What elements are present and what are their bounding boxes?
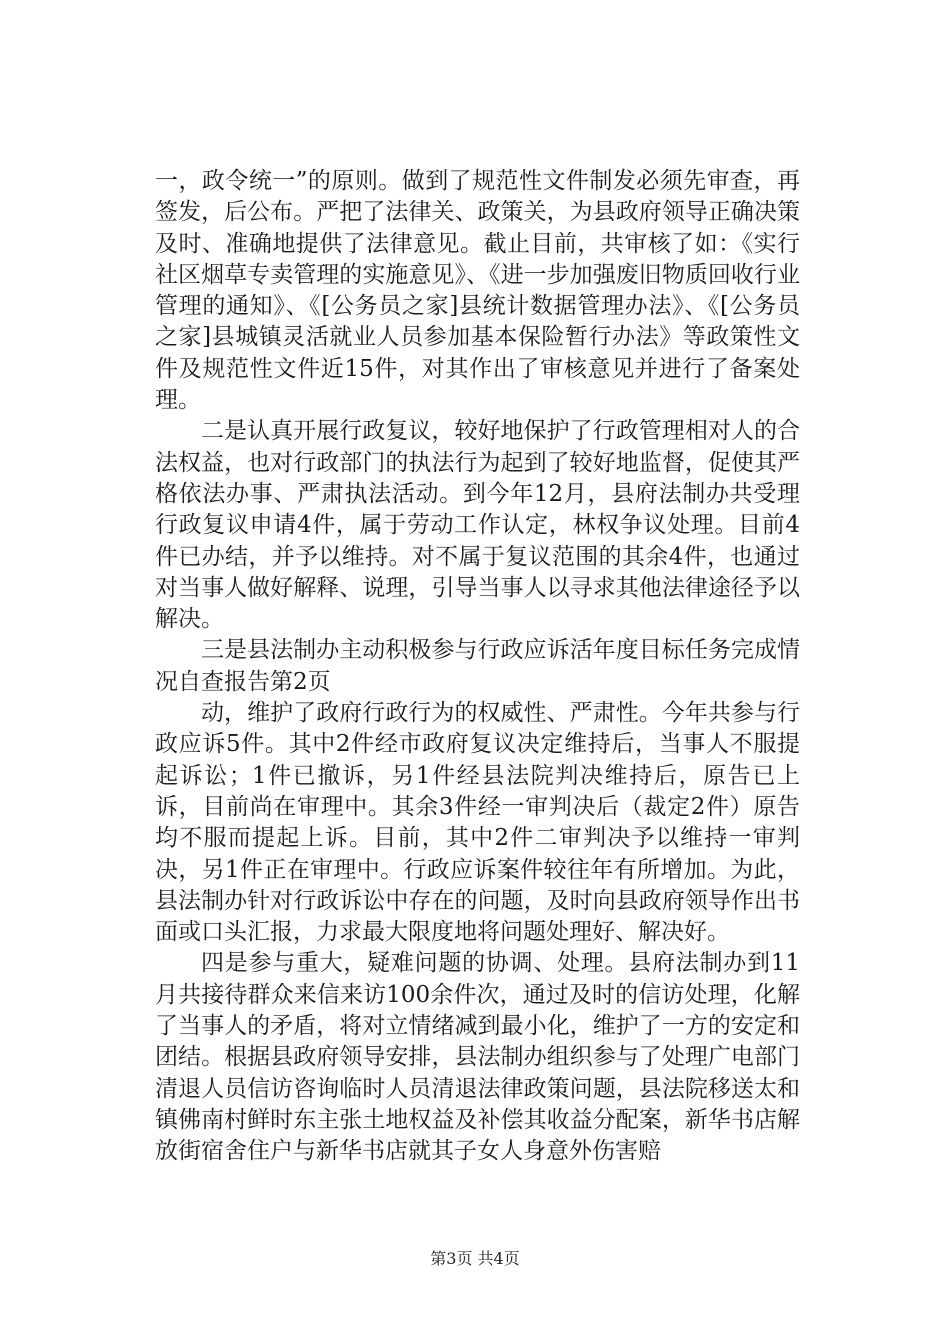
paragraph-4: 动，维护了政府行政行为的权威性、严肃性。今年共参与行政应诉5件。其中2件经市政府复议决定维持后，当事人不服提起诉讼；1件已撤诉，另1件经县法院判决维持后，原告已上诉，目前尚在审理中。其余3件经一审判决后（裁定2件）原告均不服而提起上诉。目前，其中2件二审判决予以维持一审判决，另1件正在审理中。行政应诉案件较往年有所增加。为此，县法制办针对行政诉讼中存在的问题，及时向县政府领导作出书面或口头汇报，力求最大限度地将问题处理好、解决好。 — [155, 700, 800, 946]
paragraph-3: 三是县法制办主动积极参与行政应诉活年度目标任务完成情况自查报告第2页 — [155, 637, 800, 695]
page-footer — [0, 1246, 950, 1269]
paragraph-5: 四是参与重大，疑难问题的协调、处理。县府法制办到11月共接待群众来信来访100余件次，通过及时的信访处理，化解了当事人的矛盾，将对立情绪减到最小化，维护了一方的安定和团结。根据县政府领导安排，县法制办组织参与了处理广电部门清退人员信访咨询临时人员清退法律政策问题，县法院移送太和镇佛南村鲜时东主张土地权益及补偿其收益分配案，新华书店解放街宿舍住户与新华书店就其子女人身意外伤害赔 — [155, 950, 800, 1165]
document-body — [155, 166, 800, 1168]
paragraph-1: 一，政令统一”的原则。做到了规范性文件制发必须先审查，再签发，后公布。严把了法律关、政策关，为县政府领导正确决策及时、准确地提供了法律意见。截止目前，共审核了如：《实行社区烟草专卖管理的实施意见》、《进一步加强废旧物质回收行业管理的通知》、《[公务员之家]县统计数据管理办法》、《[公务员之家]县城镇灵活就业人员参加基本保险暂行办法》等政策性文件及规范性文件近15件，对其作出了审核意见并进行了备案处理。 — [155, 168, 800, 414]
paragraph-2: 二是认真开展行政复议，较好地保护了行政管理相对人的合法权益，也对行政部门的执法行为起到了较好地监督，促使其严格依法办事、严肃执法活动。到今年12月，县府法制办共受理行政复议申请4件，属于劳动工作认定，林权争议处理。目前4件已办结，并予以维持。对不属于复议范围的其余4件，也通过对当事人做好解释、说理，引导当事人以寻求其他法律途径予以解决。 — [155, 418, 800, 633]
page-number-label: 第3页 共4页 — [430, 1249, 520, 1268]
